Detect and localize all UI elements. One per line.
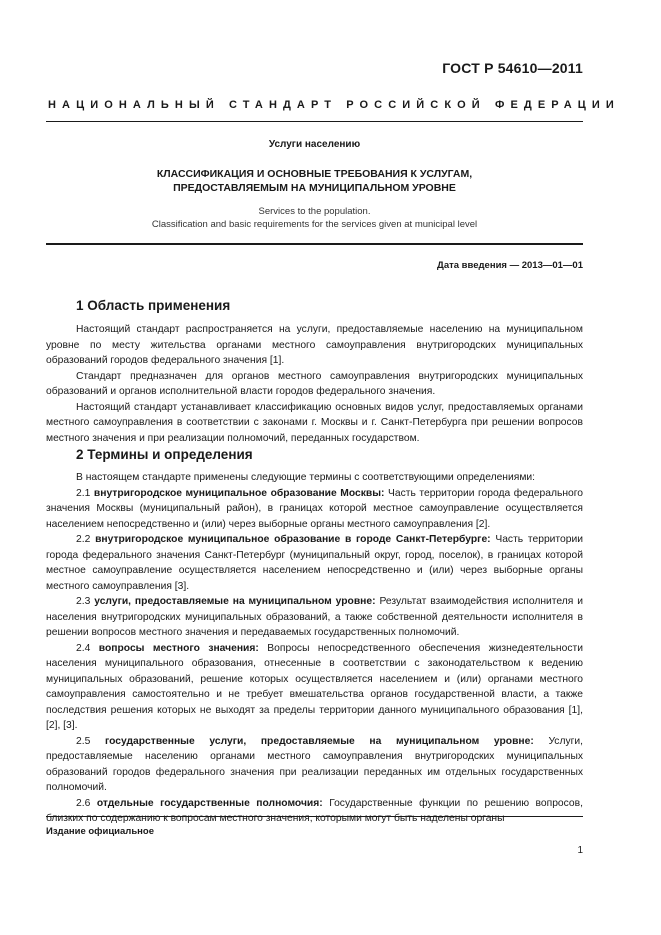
term-number: 2.4 [76,642,91,654]
divider-footer [46,816,583,817]
term-number: 2.3 [76,596,91,607]
document-title [46,167,583,195]
term-definition [46,594,583,641]
paragraph: Настоящий стандарт устанавливает классификацию основных видов услуг, предоставляемых органами местного самоуправления в соответствии с законами г. Москвы и г. Санкт-Петербурга при решении вопросов местного значения и при реализации полномочий, переданных государством. [46,401,583,444]
term-name: внутригородское муниципальное образование в городе Санкт-Петербурге: [95,534,491,545]
standard-number: ГОСТ Р 54610—2011 [442,60,583,76]
section-1-heading: 1 Область применения [76,298,231,313]
effective-date: Дата введения — 2013—01—01 [437,260,583,271]
term-definition [46,641,583,734]
title-line-1: КЛАССИФИКАЦИЯ И ОСНОВНЫЕ ТРЕБОВАНИЯ К УСЛУГАМ, [156,168,473,180]
term-text: Вопросы непосредственного обеспечения жизнедеятельности населения муниципального образования, отнесенные в соответствии с законодательством к ведению муниципальных образований, решение которых осуществляется населением и (или) органами местного самоуправления самостоятельно и не требует вмешательства органов государственной власти, а также последствия решения которых не выходят за пределы территории данного муниципального образования [1], [2], [3]. [46,642,583,731]
term-number: 2.2 [76,534,91,545]
subject-line: Услуги населению [268,139,361,150]
term-text: Часть территории города федерального значения Санкт-Петербург (муниципальный округ, город, поселок), в границах которой местное самоуправление осуществляется населением непосредственно и (или) через выборные органы местного самоуправления [3]. [46,534,583,592]
term-definition [46,532,583,594]
term-text: Результат взаимодействия исполнителя и населения внутригородских муниципальных образований, а также собственной деятельности исполнителя в решении вопросов местного значения и передаваемых государственных полномочий. [46,596,583,638]
section-2-body [46,470,583,827]
term-number: 2.1 [76,487,91,499]
english-title-line-2: Classification and basic requirements for the services given at municipal level [151,219,478,230]
term-text: Государственные функции по решению вопросов, близких по содержанию к вопросам местного значения, которыми могут быть наделены органы [46,797,583,824]
term-name: государственные услуги, предоставляемые на муниципальном уровне: [105,735,534,747]
paragraph: Стандарт предназначен для органов местного самоуправления внутригородских муниципальных образований и органов исполнительной власти городов федерального значения. [46,370,583,397]
page-number: 1 [577,845,583,856]
term-number: 2.6 [76,797,91,809]
term-definition [46,734,583,796]
term-definition [46,796,583,827]
title-line-2: ПРЕДОСТАВЛЯЕМЫМ НА МУНИЦИПАЛЬНОМ УРОВНЕ [173,182,456,194]
section-2-heading: 2 Термины и определения [76,447,253,462]
term-text: Услуги, предоставляемые населению органами местного самоуправления внутригородских муниципальных образований городов федерального значения при реализации переданных им отдельных государственных полномочий. [46,735,583,793]
paragraph: В настоящем стандарте применены следующие термины с соответствующими определениями: [76,472,536,483]
section-1-body [46,322,583,446]
english-title [46,205,583,231]
english-title-line-1: Services to the population. [258,206,371,217]
divider-title [46,243,583,245]
term-text: Часть территории города федерального значения Москвы (муниципальный район), в границах которой местное самоуправление осуществляется населением непосредственно и (или) через выборные органы местного самоуправления [2]. [46,487,583,530]
term-name: внутригородское муниципальное образование Москвы: [93,487,385,499]
term-name: вопросы местного значения: [98,642,259,654]
term-number: 2.5 [76,735,91,747]
national-standard-banner: НАЦИОНАЛЬНЫЙ СТАНДАРТ РОССИЙСКОЙ ФЕДЕРАЦИИ [48,99,620,111]
term-definition [46,486,583,533]
edition-label: Издание официальное [46,826,154,837]
divider-top [46,121,583,122]
term-name: услуги, предоставляемые на муниципальном уровне: [94,596,376,607]
term-name: отдельные государственные полномочия: [96,797,323,809]
paragraph: Настоящий стандарт распространяется на услуги, предоставляемые населению на муниципальном уровне по месту жительства органами местного самоуправления внутригородских муниципальных образований городов федерального значения [1]. [46,324,583,366]
